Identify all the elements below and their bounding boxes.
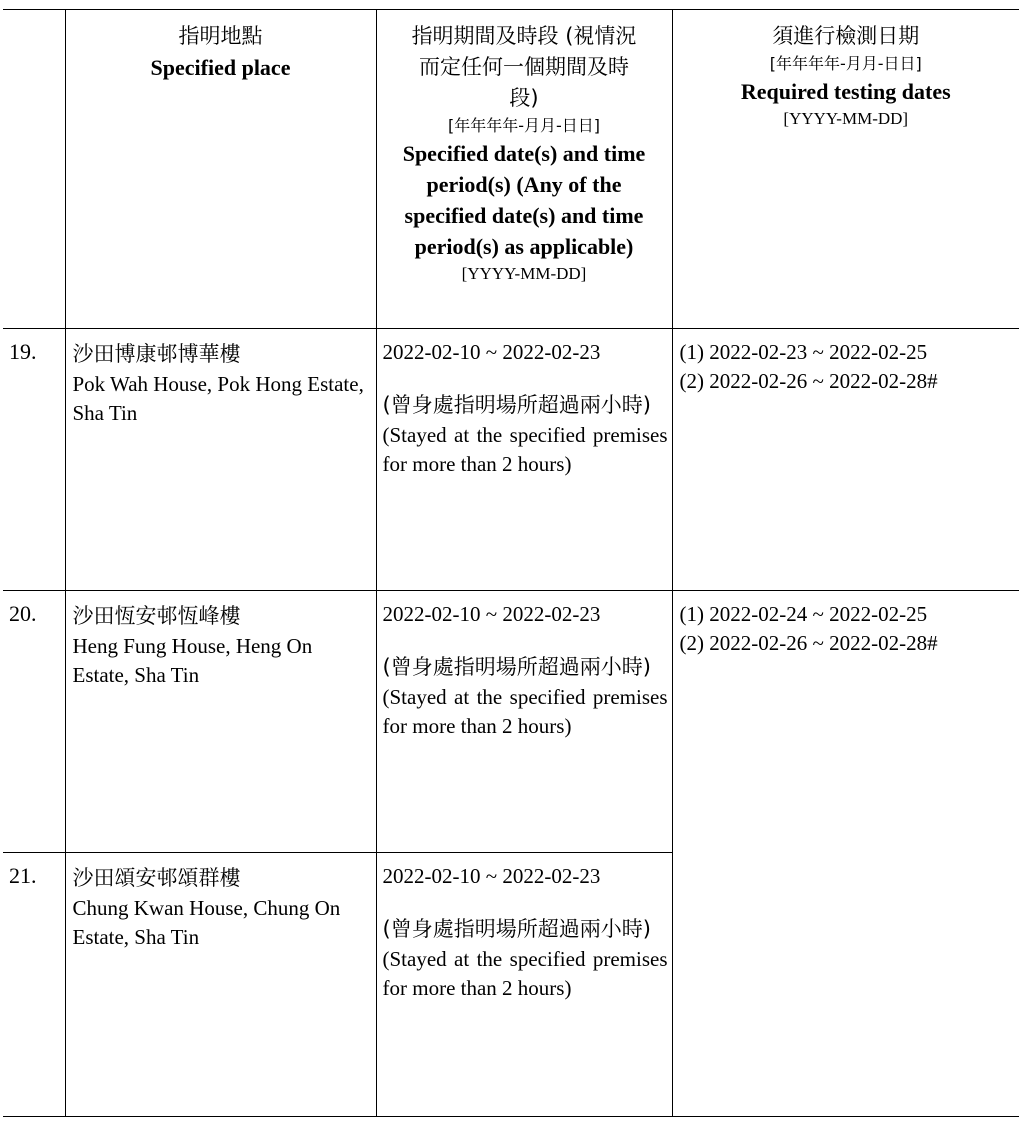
header-period-zh: 指明期間及時段 (視情況而定任何一個期間及時段): [411, 24, 637, 110]
testing-dates-cell: [672, 591, 1019, 1117]
header-testing-en: Required testing dates: [740, 79, 951, 104]
place-en: Pok Wah House, Pok Hong Estate, Sha Tin: [72, 372, 364, 425]
period-cell: [376, 329, 672, 591]
note-en: (Stayed at the specified premises for more than 2 hours): [382, 685, 668, 738]
header-period-format-en: [YYYY-MM-DD]: [461, 264, 587, 283]
period-dates: 2022-02-10 ~ 2022-02-23: [382, 864, 601, 888]
row-number: 20.: [3, 591, 65, 853]
testing-date-1: (1) 2022-02-23 ~ 2022-02-25: [679, 340, 928, 364]
place-cell: [65, 591, 376, 853]
testing-dates-cell: [672, 329, 1019, 591]
period-dates: 2022-02-10 ~ 2022-02-23: [382, 602, 601, 626]
table-row: [3, 591, 1019, 853]
header-place-zh: 指明地點: [178, 24, 263, 48]
header-row: [3, 10, 1019, 329]
header-period-format-zh: [年年年年-月月-日日]: [447, 116, 601, 135]
period-cell: [376, 853, 672, 1117]
header-testing-cell: [672, 10, 1019, 329]
note-en: (Stayed at the specified premises for more than 2 hours): [382, 947, 668, 1000]
place-cell: [65, 853, 376, 1117]
place-zh: 沙田博康邨博華樓: [72, 342, 241, 366]
testing-date-2: (2) 2022-02-26 ~ 2022-02-28#: [679, 631, 938, 655]
note-zh: (曾身處指明場所超過兩小時): [382, 393, 651, 417]
header-testing-format-zh: [年年年年-月月-日日]: [769, 54, 922, 73]
period-cell: [376, 591, 672, 853]
table-row: [3, 329, 1019, 591]
place-zh: 沙田恆安邨恆峰樓: [72, 604, 241, 628]
period-dates: 2022-02-10 ~ 2022-02-23: [382, 340, 601, 364]
row-number: 19.: [3, 329, 65, 591]
header-testing-format-en: [YYYY-MM-DD]: [783, 109, 909, 128]
note-zh: (曾身處指明場所超過兩小時): [382, 655, 651, 679]
header-place-cell: [65, 10, 376, 329]
row-number: 21.: [3, 853, 65, 1117]
testing-date-1: (1) 2022-02-24 ~ 2022-02-25: [679, 602, 928, 626]
header-place-en: Specified place: [150, 55, 291, 80]
place-en: Heng Fung House, Heng On Estate, Sha Tin: [72, 634, 313, 687]
header-period-en: Specified date(s) and time period(s) (Any of the specified date(s) and time period(s) as applicable): [402, 141, 646, 259]
place-en: Chung Kwan House, Chung On Estate, Sha Tin: [72, 896, 341, 949]
note-en: (Stayed at the specified premises for more than 2 hours): [382, 423, 668, 476]
header-testing-zh: 須進行檢測日期: [772, 24, 920, 48]
place-zh: 沙田頌安邨頌群樓: [72, 866, 241, 890]
note-zh: (曾身處指明場所超過兩小時): [382, 917, 651, 941]
testing-date-2: (2) 2022-02-26 ~ 2022-02-28#: [679, 369, 938, 393]
header-number-cell: [3, 10, 65, 329]
header-period-cell: [376, 10, 672, 329]
place-cell: [65, 329, 376, 591]
specified-places-table: [3, 9, 1019, 1117]
